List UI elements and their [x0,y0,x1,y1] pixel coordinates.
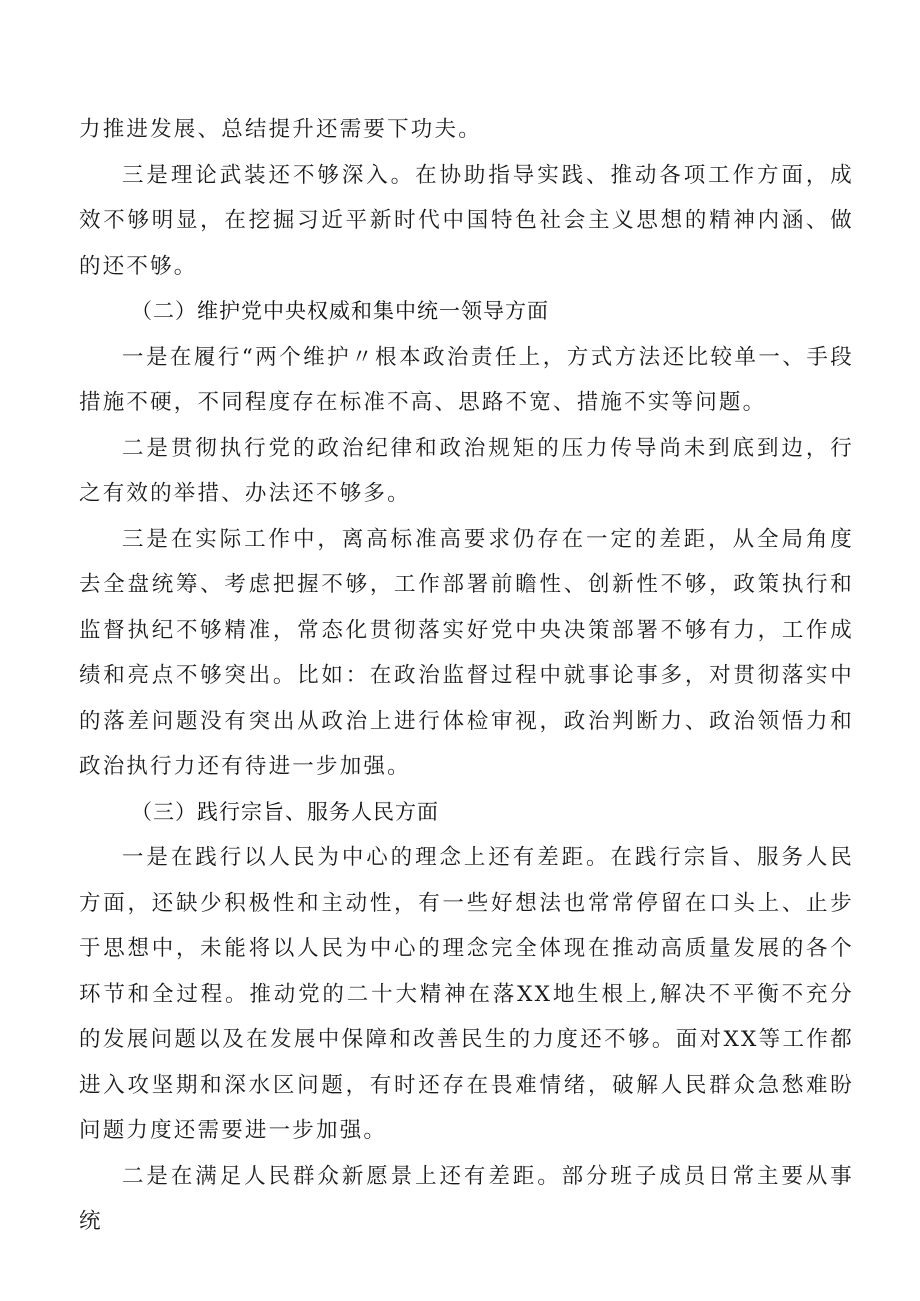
section-heading-3: （三）践行宗旨、服务人民方面 [131,799,439,824]
paragraph-continuation: 力推进发展、总结提升还需要下功夫。 [79,117,482,142]
paragraph-people-centered: 一是在践行以人民为中心的理念上还有差距。在践行宗旨、服务人民方面，还缺少积极性和主动性，有一些好想法也常常停留在口头上、止步于思想中，未能将以人民为中心的理念完全体现在推动高质量发展的各个环节和全过程。推动党的二十大精神在落XX地生根上,解决不平衡不充分的发展问题以及在发展中保障和改善民生的力度还不够。面对XX等工作都进入攻坚期和深水区问题，有时还存在畏难情绪，破解人民群众急愁难盼问题力度还需要进一步加强。 [79,845,854,1143]
paragraph-political-discipline: 二是贯彻执行党的政治纪律和政治规矩的压力传导尚未到底到边，行之有效的举措、办法还不够多。 [79,435,854,506]
paragraph-practical-work: 三是在实际工作中，离高标准高要求仍存在一定的差距，从全局角度去全盘统筹、考虑把握不够，工作部署前瞻性、创新性不够，政策执行和监督执纪不够精准，常态化贯彻落实好党中央决策部署不够有力，工作成绩和亮点不够突出。比如：在政治监督过程中就事论事多，对贯彻落实中的落差问题没有突出从政治上进行体检审视，政治判断力、政治领悟力和政治执行力还有待进一步加强。 [79,526,854,779]
paragraph-theory-armament: 三是理论武装还不够深入。在协助指导实践、推动各项工作方面，成效不够明显，在挖掘习近平新时代中国特色社会主义思想的精神内涵、做的还不够。 [79,162,854,279]
document-body [79,107,854,1245]
paragraph-two-upholds: 一是在履行“两个维护〃根本政治责任上，方式方法还比较单一、手段措施不硬，不同程度存在标准不高、思路不宽、措施不实等问题。 [79,344,854,415]
section-heading-2: （二）维护党中央权威和集中统一领导方面 [131,299,549,323]
paragraph-new-aspirations: 二是在满足人民群众新愿景上还有差距。部分班子成员日常主要从事统 [79,1163,854,1234]
